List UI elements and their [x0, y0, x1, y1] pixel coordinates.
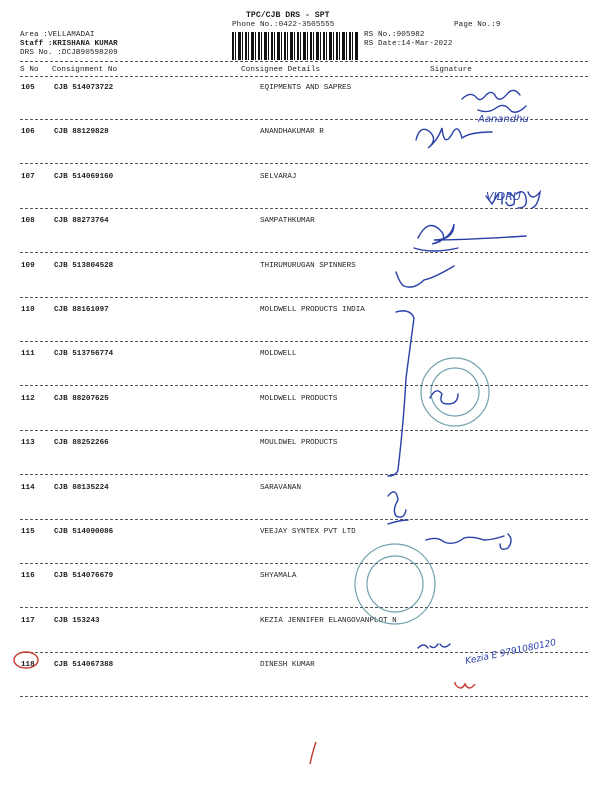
row-consignment: CJB 514076679	[54, 572, 114, 580]
row-sno: 112	[21, 395, 35, 403]
phone-number: Phone No.:0422-3505555	[232, 21, 335, 29]
signature-106	[416, 128, 492, 148]
delivery-bracket-line	[388, 311, 414, 476]
report-title: TPC/CJB DRS - SPT	[246, 11, 330, 20]
row-consignee: SHYAMALA	[260, 572, 297, 580]
row-consignee: SELVARAJ	[260, 173, 297, 181]
row-118-circle	[14, 652, 38, 668]
row-consignee: MOULDWEL PRODUCTS	[260, 439, 338, 447]
row-consignment: CJB 153243	[54, 617, 100, 625]
row-consignee: DINESH KUMAR	[260, 661, 315, 669]
row-consignee: KEZIA JENNIFER ELANGOVANPLOT N	[260, 617, 397, 625]
row-sno: 116	[21, 572, 35, 580]
handwriting-107: VIDRU	[486, 190, 521, 203]
signature-112	[430, 391, 458, 404]
column-consignee: Consignee Details	[241, 66, 321, 74]
rs-number: RS No.:905982	[364, 31, 425, 39]
row-consignee: SAMPATHKUMAR	[260, 217, 315, 225]
row-consignee: EQIPMENTS AND SAPRES	[260, 84, 352, 92]
row-consignee: MOLDWELL PRODUCTS INDIA	[260, 306, 365, 314]
signature-109	[396, 266, 454, 287]
row-sno: 115	[21, 528, 35, 536]
column-sno: S No	[20, 66, 39, 74]
row-consignee: ANANDHAKUMAR R	[260, 128, 324, 136]
row-sno: 106	[21, 128, 35, 136]
page-number: Page No.:9	[454, 21, 501, 29]
handwriting-117: Kezia E 9791080120	[464, 637, 558, 667]
stamp-saravanan	[350, 539, 440, 629]
row-consignee: VEEJAY SYNTEX PVT LTD	[260, 528, 356, 536]
row-consignment: CJB 514069160	[54, 173, 114, 181]
staff-field: Staff :KRISHANA KUMAR	[20, 40, 118, 48]
row-consignee: MOLDWELL	[260, 350, 297, 358]
row-consignment: CJB 513756774	[54, 350, 114, 358]
row-consignee: SARAVANAN	[260, 484, 302, 492]
row-sno: 117	[21, 617, 35, 625]
row-sno: 105	[21, 84, 35, 92]
row-consignment: CJB 514073722	[54, 84, 114, 92]
row-consignment: CJB 513804528	[54, 262, 114, 270]
signature-114	[388, 492, 408, 524]
red-mark-118	[455, 682, 475, 688]
signature-115	[426, 534, 511, 549]
row-consignee: THIRUMURUGAN SPINNERS	[260, 262, 356, 270]
row-sno: 109	[21, 262, 35, 270]
row-consignment: CJB 88161097	[54, 306, 109, 314]
rs-date: RS Date:14-Mar-2022	[364, 40, 453, 48]
signature-108	[418, 224, 526, 244]
row-sno: 111	[21, 350, 35, 358]
row-consignee: MOLDWELL PRODUCTS	[260, 395, 338, 403]
column-consignment: Consignment No	[52, 66, 118, 74]
area-field: Area :VELLAMADAI	[20, 31, 95, 39]
row-consignment: CJB 514090086	[54, 528, 114, 536]
column-signature: Signature	[430, 66, 472, 74]
row-sno: 118	[21, 661, 35, 669]
row-sno: 113	[21, 439, 35, 447]
row-sno: 107	[21, 173, 35, 181]
row-sno: 110	[21, 306, 35, 314]
row-consignment: CJB 88129828	[54, 128, 109, 136]
drs-number: DRS No. :DCJB90598209	[20, 49, 118, 57]
row-consignment: CJB 514067388	[54, 661, 114, 669]
row-consignment: CJB 88252266	[54, 439, 109, 447]
handwriting-105: Aanandhu	[478, 114, 529, 125]
red-stroke	[310, 742, 316, 764]
row-sno: 108	[21, 217, 35, 225]
row-consignment: CJB 88135224	[54, 484, 109, 492]
row-consignment: CJB 88207625	[54, 395, 109, 403]
signature-105	[462, 90, 520, 99]
signature-117	[418, 644, 450, 648]
row-sno: 114	[21, 484, 35, 492]
row-consignment: CJB 88273764	[54, 217, 109, 225]
